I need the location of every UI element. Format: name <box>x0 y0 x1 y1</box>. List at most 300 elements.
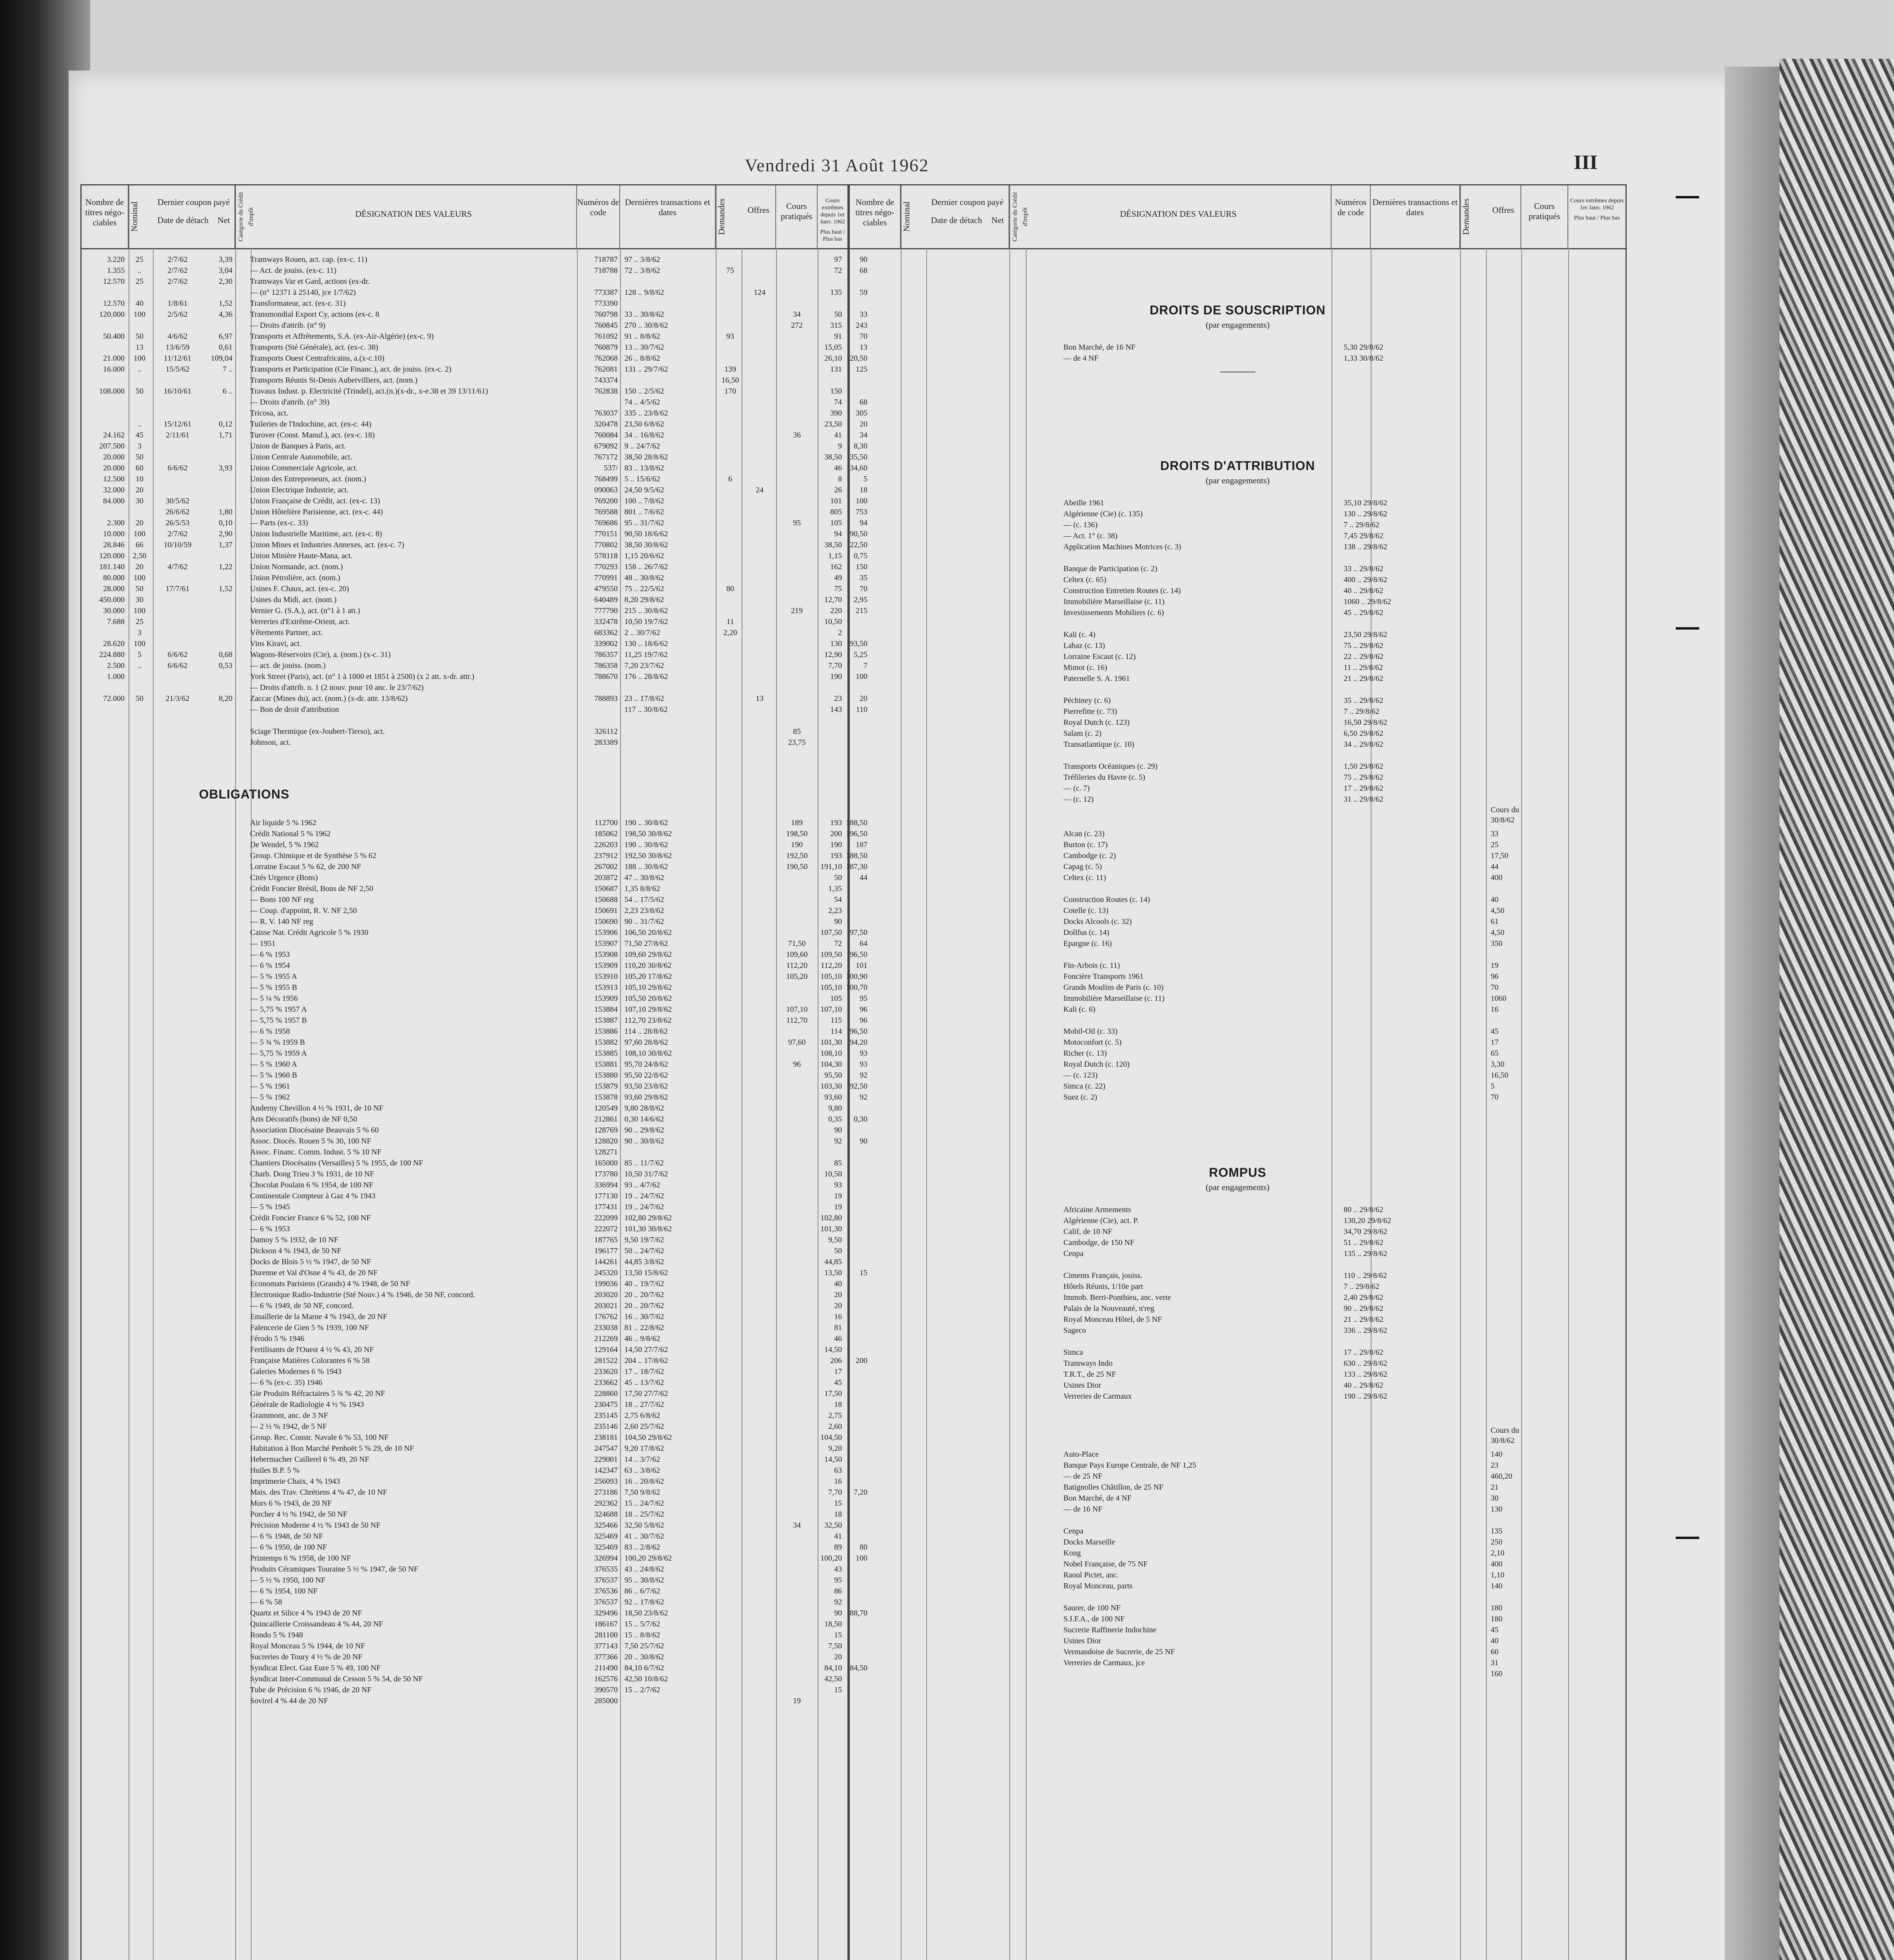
cell-demande: 11 <box>726 617 734 626</box>
cell-plus-haut: 17,50 <box>824 1389 842 1398</box>
item-name: — Act. 1° (c. 38) <box>1063 532 1118 540</box>
cell-nominal: .. <box>138 365 142 374</box>
cell-plus-haut: 2,75 <box>828 1411 842 1420</box>
item-name: Bon Marché, de 16 NF <box>1063 343 1136 352</box>
cell-coupon-date: 17/7/61 <box>165 584 190 593</box>
cell-plus-haut: 92 <box>834 1598 842 1606</box>
table-row <box>82 1695 847 1706</box>
table-row <box>82 1651 847 1662</box>
cell-demande: 2,20 <box>723 628 737 637</box>
table-row <box>82 1410 847 1421</box>
cell-transaction: 93 .. 4/7/62 <box>624 1181 660 1189</box>
cell-designation: Union des Entrepreneurs, act. (nom.) <box>250 475 366 483</box>
cell-nombre: 10.000 <box>103 530 125 538</box>
cell-nombre: 28.000 <box>103 584 125 593</box>
cell-designation: — (n° 12371 à 25140, jce 1/7/62) <box>250 288 356 297</box>
cell-designation: Arts Décoratifs (bons) de NF 0,50 <box>250 1115 357 1123</box>
cell-nominal: 13 <box>136 343 143 352</box>
cell-plus-bas: 96,50 <box>850 950 867 959</box>
cell-transaction: 19 .. 24/7/62 <box>624 1192 664 1200</box>
item-transaction: 31 .. 29/8/62 <box>1344 795 1384 804</box>
cell-transaction: 176 .. 28/8/62 <box>624 672 668 681</box>
list-item <box>850 1482 1626 1493</box>
list-item <box>850 1215 1626 1226</box>
cell-plus-haut: 46 <box>834 464 842 472</box>
list-item <box>850 353 1626 364</box>
table-row <box>82 353 867 364</box>
cell-code: 718787 <box>594 255 618 264</box>
cell-plus-bas: 93 <box>860 1049 867 1058</box>
cell-plus-haut: 0,35 <box>828 1115 842 1123</box>
cell-cours: 272 <box>791 321 803 330</box>
cell-transaction: 105,50 20/8/62 <box>624 994 672 1003</box>
list-item <box>850 905 1626 916</box>
cell-transaction: 83 .. 13/8/62 <box>624 464 664 472</box>
list-item <box>850 574 1626 585</box>
table-row <box>82 1520 847 1531</box>
cell-nominal: 100 <box>134 310 145 319</box>
cell-plus-haut: 105 <box>830 994 842 1003</box>
table-row <box>82 1465 847 1476</box>
table-row <box>82 839 867 850</box>
cell-code: 743374 <box>594 376 618 385</box>
list-item <box>850 794 1626 805</box>
cell-cours: 34 <box>793 1521 801 1530</box>
cell-plus-bas: 100 <box>856 672 867 681</box>
item-name: Richer (c. 13) <box>1063 1049 1107 1058</box>
item-name: Batignolles Châtillon, de 25 NF <box>1063 1483 1163 1492</box>
cell-designation: Huiles B.P. 5 % <box>250 1466 300 1475</box>
item-transaction: 40 .. 29/8/62 <box>1344 1381 1384 1390</box>
cell-plus-bas: 92,50 <box>850 1082 867 1091</box>
table-row <box>82 938 867 949</box>
list-item <box>850 684 1626 695</box>
cell-nominal: 20 <box>136 519 143 527</box>
cell-code: 229001 <box>594 1455 618 1464</box>
table-row <box>82 1421 847 1432</box>
cell-code: 222099 <box>594 1214 618 1222</box>
cell-transaction: 84,10 6/7/62 <box>624 1664 664 1672</box>
cell-plus-haut: 14,50 <box>824 1345 842 1354</box>
cell-transaction: 192,50 30/8/62 <box>624 851 672 860</box>
col-head-extremes: Cours extrêmes depuis 1er Janv. 1962 Plus haut / Plus bas <box>1568 185 1626 248</box>
cell-code: 320478 <box>594 420 618 428</box>
table-row <box>82 561 867 572</box>
cell-designation: Vins Kiravi, act. <box>250 639 301 648</box>
cell-plus-haut: 46 <box>834 1334 842 1343</box>
cell-transaction: 16 .. 20/8/62 <box>624 1477 664 1486</box>
item-transaction: 336 .. 29/8/62 <box>1344 1326 1388 1335</box>
cell-nominal: 45 <box>136 431 143 439</box>
cell-transaction: 41 .. 30/7/62 <box>624 1532 664 1541</box>
col-head-transactions: Dernières transactions et dates <box>620 185 716 248</box>
cell-designation: Précision Moderne 4 ½ % 1943 de 50 NF <box>250 1521 381 1530</box>
cell-designation: Mais. des Trav. Chrétiens 4 % 47, de 10 NF <box>250 1488 387 1497</box>
item-name: Alcan (c. 23) <box>1063 829 1105 838</box>
cell-code: 238181 <box>594 1433 618 1442</box>
cell-transaction: 81 .. 22/8/62 <box>624 1323 664 1332</box>
cell-plus-bas: 68 <box>860 398 867 407</box>
cell-code: 120549 <box>594 1104 618 1112</box>
table-row <box>82 894 847 905</box>
item-transaction: 7 .. 29/8/62 <box>1344 521 1380 529</box>
cell-code: 203872 <box>594 873 618 882</box>
cell-transaction: 44,85 3/8/62 <box>624 1258 664 1266</box>
item-cours: 135 <box>1491 1527 1502 1535</box>
cell-nominal: 10 <box>136 475 143 483</box>
item-cours: 17 <box>1491 1038 1499 1047</box>
item-name: — (c. 123) <box>1063 1071 1098 1080</box>
cell-plus-haut: 193 <box>830 818 842 827</box>
list-item <box>850 1270 1626 1281</box>
cell-transaction: 75 .. 22/5/62 <box>624 584 664 593</box>
cell-code: 325466 <box>594 1521 618 1530</box>
cell-transaction: 190 .. 30/8/62 <box>624 840 668 849</box>
item-transaction: 75 .. 29/8/62 <box>1344 641 1384 650</box>
cell-coupon-date: 1/8/61 <box>167 299 188 308</box>
list-item <box>850 1548 1626 1559</box>
item-name: Royal Dutch (c. 123) <box>1063 718 1130 727</box>
col-head-net: Net <box>991 215 1004 225</box>
cell-plus-haut: 89 <box>834 1543 842 1552</box>
cell-transaction: 93,60 29/8/62 <box>624 1093 668 1102</box>
list-item <box>850 1004 1626 1015</box>
table-row <box>82 1125 847 1136</box>
list-item <box>850 706 1626 717</box>
cell-designation: — 6 % 1954, 100 NF <box>250 1587 318 1595</box>
cell-transaction: 2 .. 30/7/62 <box>624 628 660 637</box>
cell-plus-haut: 81 <box>834 1323 842 1332</box>
list-item <box>850 916 1626 927</box>
cell-plus-haut: 19 <box>834 1192 842 1200</box>
list-item <box>850 1504 1626 1515</box>
col-head-lo: Plus bas <box>823 236 842 242</box>
table-row <box>82 1059 867 1070</box>
item-name: Immobilière Marseillaise (c. 11) <box>1063 994 1165 1003</box>
cell-offre: 124 <box>754 288 766 297</box>
cell-plus-haut: 107,50 <box>820 928 842 937</box>
cell-designation: Hebermacher Caillerel 6 % 49, 20 NF <box>250 1455 369 1464</box>
cell-designation: — 6 % 1954 <box>250 961 290 970</box>
cell-plus-bas: 187,30 <box>846 862 867 871</box>
cell-plus-bas: 243 <box>856 321 867 330</box>
cell-code: 203020 <box>594 1290 618 1299</box>
cell-designation: Union Normande, act. (nom.) <box>250 563 343 571</box>
quotes-table-left <box>80 184 867 1960</box>
col-head-designation: DÉSIGNATION DES VALEURS <box>1026 185 1332 248</box>
cell-plus-haut: 92 <box>834 1137 842 1145</box>
col-head-demandes: Demandes <box>1460 185 1486 248</box>
list-item <box>850 1460 1626 1471</box>
list-item <box>850 850 1626 861</box>
col-head-categorie: Catégorie du Crédit d'impôt <box>1009 185 1026 248</box>
cell-designation: Electronique Radio-Industrie (Sté Nouv.) 4 % 1946, de 50 NF, concord. <box>250 1290 475 1299</box>
cell-coupon-net: 2,30 <box>219 277 232 286</box>
cell-transaction: 18,50 23/8/62 <box>624 1609 668 1617</box>
cell-transaction: 100 .. 7/8/62 <box>624 497 664 505</box>
item-cours: 2,10 <box>1491 1549 1504 1557</box>
cell-code: 090063 <box>594 486 618 494</box>
cell-demande: 6 <box>728 475 732 483</box>
item-name: Usines Dior <box>1063 1381 1101 1390</box>
cell-nombre: 1.000 <box>107 672 125 681</box>
item-name: Hôtels Réunis, 1/10e part <box>1063 1282 1143 1291</box>
cell-transaction: 23 .. 17/8/62 <box>624 694 664 703</box>
cell-designation: Turover (Const. Manuf.), act. (ex-c. 18) <box>250 431 375 439</box>
cell-plus-bas: 34 <box>860 431 867 439</box>
item-name: Cotelle (c. 13) <box>1063 906 1108 915</box>
cell-designation: De Wendel, 5 % 1962 <box>250 840 319 849</box>
cell-designation: — 5,75 % 1959 A <box>250 1049 307 1058</box>
cell-coupon-date: 4/6/62 <box>167 332 188 341</box>
item-transaction: 34 .. 29/8/62 <box>1344 740 1384 749</box>
table-row <box>82 528 867 539</box>
cell-plus-bas: 95 <box>860 994 867 1003</box>
cell-plus-haut: 1,35 <box>828 884 842 893</box>
cell-plus-haut: 15 <box>834 1499 842 1508</box>
cell-code: 129164 <box>594 1345 618 1354</box>
table-row <box>82 1201 847 1212</box>
cell-code: 153887 <box>594 1016 618 1025</box>
col-head-designation: DÉSIGNATION DES VALEURS <box>251 185 577 248</box>
cell-plus-haut: 150 <box>830 387 842 396</box>
list-item <box>850 828 1626 839</box>
cell-coupon-net: 1,52 <box>219 299 232 308</box>
cell-coupon-net: 3,39 <box>219 255 232 264</box>
cell-designation: Assoc. Diocés. Rouen 5 % 30, 100 NF <box>250 1137 371 1145</box>
cell-designation: — 6 % 1948, de 50 NF <box>250 1532 323 1541</box>
cell-nominal: 2,50 <box>132 552 147 560</box>
cell-transaction: 54 .. 17/5/62 <box>624 895 664 904</box>
cell-coupon-date: 4/7/62 <box>167 563 188 571</box>
cell-cours: 198,50 <box>786 829 808 838</box>
cell-demande: 16,50 <box>721 376 739 385</box>
item-cours: 160 <box>1491 1670 1502 1678</box>
cell-designation: Dickson 4 % 1943, de 50 NF <box>250 1247 341 1255</box>
cell-code: 763037 <box>594 409 618 417</box>
cell-transaction: 50 .. 24/7/62 <box>624 1247 664 1255</box>
cell-code: 199036 <box>594 1279 618 1288</box>
item-transaction: 33 .. 29/8/62 <box>1344 564 1384 573</box>
item-name: Grands Moulins de Paris (c. 10) <box>1063 983 1164 992</box>
cell-code: 153884 <box>594 1005 618 1014</box>
cell-demande: 75 <box>726 266 734 275</box>
cell-plus-bas: 20 <box>860 694 867 703</box>
cell-code: 211490 <box>594 1664 618 1672</box>
cell-coupon-net: 109,04 <box>211 354 232 363</box>
cell-plus-haut: 101,30 <box>820 1225 842 1233</box>
cell-coupon-date: 11/12/61 <box>163 354 192 363</box>
cell-code: 153909 <box>594 994 618 1003</box>
cell-demande: 80 <box>726 584 734 593</box>
cell-code: 153880 <box>594 1071 618 1080</box>
cell-plus-haut: 18 <box>834 1400 842 1409</box>
cell-plus-haut: 9,50 <box>828 1236 842 1244</box>
cell-plus-bas: 34,60 <box>850 464 867 472</box>
cell-plus-haut: 23,50 <box>824 420 842 428</box>
cell-coupon-net: 1,80 <box>219 508 232 516</box>
col-head-cours: Cours pratiqués <box>776 185 818 248</box>
cell-designation: Anderny Chevillon 4 ½ % 1931, de 10 NF <box>250 1104 383 1112</box>
cell-plus-bas: 80 <box>860 1543 867 1552</box>
cell-plus-haut: 105 <box>830 519 842 527</box>
cell-designation: Crédit Foncier France 6 % 52, 100 NF <box>250 1214 371 1222</box>
cell-cours: 95 <box>793 519 801 527</box>
cell-nombre: 72.000 <box>103 694 125 703</box>
cell-nombre: 24.162 <box>103 431 125 439</box>
margin-tick <box>1676 196 1699 198</box>
cell-transaction: 46 .. 9/8/62 <box>624 1334 660 1343</box>
table-row <box>82 594 867 605</box>
cell-code: 176762 <box>594 1312 618 1321</box>
cell-plus-bas: 90,50 <box>850 530 867 538</box>
cell-plus-haut: 43 <box>834 1565 842 1573</box>
cell-plus-haut: 2 <box>838 628 842 637</box>
item-cours: 40 <box>1491 1637 1499 1645</box>
cell-code: 142347 <box>594 1466 618 1475</box>
cell-code: 786358 <box>594 661 618 670</box>
item-transaction: 51 .. 29/8/62 <box>1344 1238 1384 1247</box>
table-row <box>82 960 867 971</box>
cell-plus-haut: 15,05 <box>824 343 842 352</box>
table-row <box>82 726 847 737</box>
cell-plus-haut: 40 <box>834 1279 842 1288</box>
cell-transaction: 215 .. 30/8/62 <box>624 606 668 615</box>
cell-designation: — R. V. 140 NF reg <box>250 917 313 926</box>
cell-nominal: 100 <box>134 573 145 582</box>
table-row <box>82 850 867 861</box>
cell-plus-haut: 26,10 <box>824 354 842 363</box>
list-item <box>850 1602 1626 1613</box>
col-head-transactions: Dernières transactions et dates <box>1371 185 1460 248</box>
item-name: Pierrefitte (c. 73) <box>1063 707 1118 716</box>
cell-designation: Union Hôtelière Parisienne, act. (ex-c. 44) <box>250 508 383 516</box>
table-row <box>82 1114 867 1125</box>
item-name: — de 25 NF <box>1063 1472 1103 1481</box>
item-cours: 1,10 <box>1491 1571 1504 1579</box>
cell-transaction: 9,20 17/8/62 <box>624 1444 664 1453</box>
section-title-rompus: ROMPUS <box>1209 1165 1266 1180</box>
cell-plus-bas: 96,50 <box>850 1027 867 1036</box>
item-name: S.I.F.A., de 100 NF <box>1063 1615 1125 1623</box>
cell-nominal: 25 <box>136 277 143 286</box>
cell-coupon-net: 8,20 <box>219 694 232 703</box>
item-name: Kali (c. 6) <box>1063 1005 1096 1014</box>
item-transaction: 35,10 29/8/62 <box>1344 499 1388 507</box>
list-item <box>850 1537 1626 1548</box>
item-name: Péchiney (c. 6) <box>1063 696 1111 705</box>
item-name: — (c. 136) <box>1063 521 1098 529</box>
cell-plus-bas: 100,70 <box>846 983 867 992</box>
cell-nominal: 100 <box>134 530 145 538</box>
item-cours: 61 <box>1491 917 1499 926</box>
cell-nominal: 3 <box>138 628 142 637</box>
list-item <box>850 1493 1626 1504</box>
item-transaction: 80 .. 29/8/62 <box>1344 1205 1384 1214</box>
cell-designation: — 5 % 1962 <box>250 1093 290 1102</box>
cell-plus-haut: 143 <box>830 705 842 714</box>
cell-cours: 112,70 <box>786 1016 808 1025</box>
cell-code: 144261 <box>594 1258 618 1266</box>
cell-plus-haut: 20 <box>834 1301 842 1310</box>
cell-plus-haut: 32,50 <box>824 1521 842 1530</box>
cell-plus-haut: 162 <box>830 563 842 571</box>
cell-code: 761092 <box>594 332 618 341</box>
cell-coupon-net: 0,10 <box>219 519 232 527</box>
cell-plus-bas: 100 <box>856 1554 867 1563</box>
col-head-cours: Cours pratiqués <box>1521 185 1568 248</box>
cell-code: 479550 <box>594 584 618 593</box>
cell-code: 281522 <box>594 1356 618 1365</box>
page-edge <box>1725 67 1780 1960</box>
cell-cours: 190 <box>791 840 803 849</box>
cell-transaction: 42,50 10/8/62 <box>624 1675 668 1683</box>
item-name: Saurer, de 100 NF <box>1063 1604 1121 1612</box>
item-cours: 3,30 <box>1491 1060 1504 1069</box>
cell-nombre: 12.500 <box>103 475 125 483</box>
cell-designation: Rondo 5 % 1948 <box>250 1631 303 1639</box>
cell-cours: 96 <box>793 1060 801 1069</box>
cell-designation: Sovirel 4 % 44 de 20 NF <box>250 1697 328 1705</box>
cell-transaction: 112,70 23/8/62 <box>624 1016 672 1025</box>
cell-designation: Union Minière Haute-Mana, act. <box>250 552 353 560</box>
cell-nominal: 20 <box>136 563 143 571</box>
cell-code: 773387 <box>594 288 618 297</box>
cell-nombre: 120.000 <box>99 310 125 319</box>
cell-plus-bas: 305 <box>856 409 867 417</box>
table-row <box>82 419 867 430</box>
cell-designation: Transports et Affrètements, S.A. (ex-Air-Algérie) (ex-c. 9) <box>250 332 434 341</box>
item-cours: 45 <box>1491 1027 1499 1036</box>
cell-coupon-net: 3,04 <box>219 266 232 275</box>
item-cours: 400 <box>1491 873 1502 882</box>
table-row <box>82 1180 847 1191</box>
cell-plus-bas: 90 <box>860 255 867 264</box>
cell-designation: — 5 ¼ % 1956 <box>250 994 298 1003</box>
list-item <box>850 739 1626 750</box>
table-row <box>82 1619 847 1630</box>
list-item <box>850 1237 1626 1248</box>
table-row <box>82 485 867 495</box>
cell-code: 788670 <box>594 672 618 681</box>
item-name: Ciments Français, jouiss. <box>1063 1271 1143 1280</box>
cell-plus-haut: 10,50 <box>824 1170 842 1178</box>
cell-code: 173780 <box>594 1170 618 1178</box>
cell-transaction: 1,15 20/6/62 <box>624 552 664 560</box>
cell-plus-haut: 95 <box>834 1576 842 1584</box>
cell-nombre: 28.620 <box>103 639 125 648</box>
col-head-nominal: Nominal <box>129 185 153 248</box>
cell-coupon-date: 2/5/62 <box>167 310 188 319</box>
table-row <box>82 1366 847 1377</box>
table-row <box>82 1322 847 1333</box>
cell-transaction: 26 .. 8/8/62 <box>624 354 660 363</box>
cell-nominal: 50 <box>136 584 143 593</box>
item-transaction: 138 .. 29/8/62 <box>1344 543 1388 551</box>
table-row <box>82 905 847 916</box>
cell-transaction: 95 .. 31/7/62 <box>624 519 664 527</box>
table-row <box>82 1048 867 1059</box>
cell-plus-haut: 41 <box>834 431 842 439</box>
cell-plus-haut: 85 <box>834 1159 842 1167</box>
cell-code: 292362 <box>594 1499 618 1508</box>
cell-plus-haut: 18 <box>834 1510 842 1519</box>
cell-nombre: 450.000 <box>99 595 125 604</box>
cell-plus-haut: 115 <box>830 1016 842 1025</box>
cell-transaction: 7,50 9/8/62 <box>624 1488 660 1497</box>
cell-code: 247547 <box>594 1444 618 1453</box>
table-row <box>82 616 847 627</box>
